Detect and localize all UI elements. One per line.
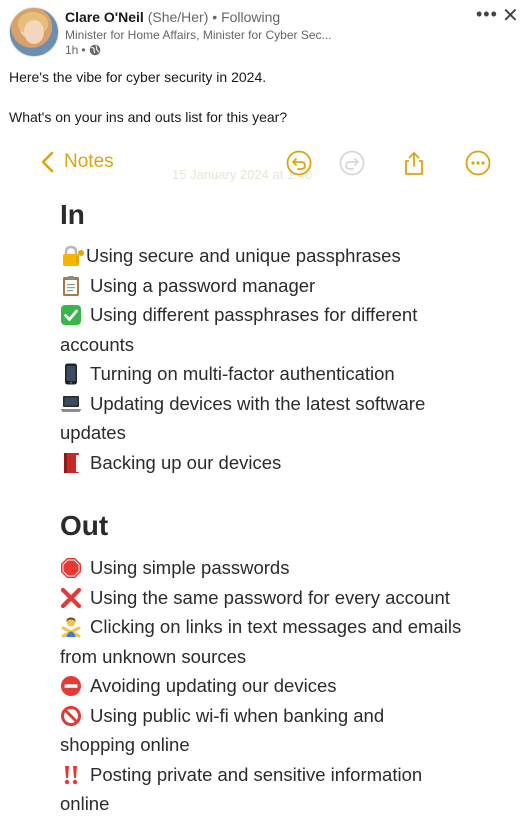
out-item (60, 705, 384, 727)
clipboard-icon (60, 275, 82, 297)
lock-key-icon (60, 245, 86, 267)
avatar[interactable] (9, 7, 59, 57)
out-item (60, 675, 337, 697)
out-item (60, 764, 422, 786)
in-item-text: updates (60, 422, 126, 443)
out-item-text: shopping online (60, 734, 190, 755)
in-item (60, 275, 315, 297)
globe-icon (89, 44, 101, 56)
cross-mark-icon (60, 587, 82, 609)
out-item-text: Using simple passwords (90, 557, 290, 578)
out-item-text: Avoiding updating our devices (90, 675, 337, 696)
in-item (60, 304, 417, 326)
notes-back-button (40, 151, 114, 173)
in-item-text: Turning on multi-factor authentication (90, 363, 395, 384)
out-item-continued (60, 793, 109, 815)
in-item-continued (60, 422, 126, 444)
close-icon[interactable]: ✕ (502, 5, 519, 27)
redo-icon (339, 150, 365, 176)
mobile-phone-icon (60, 363, 82, 385)
post-meta (65, 43, 101, 57)
notes-screenshot-image[interactable] (0, 137, 521, 835)
out-item-text: from unknown sources (60, 646, 247, 667)
notes-back-label: Notes (64, 151, 114, 172)
author-line (65, 9, 280, 25)
out-item-continued (60, 646, 246, 668)
stop-sign-icon (60, 557, 82, 579)
undo-icon (286, 150, 312, 176)
out-item-text: online (60, 793, 110, 814)
red-book-icon (60, 452, 82, 474)
double-exclamation-icon (60, 764, 82, 786)
in-item-text: Using different passphrases for different (90, 304, 418, 325)
chevron-left-icon (40, 151, 56, 173)
in-heading: In (60, 199, 85, 230)
out-item (60, 616, 461, 638)
separator-dot: • (81, 43, 86, 57)
in-item-text: Backing up our devices (90, 452, 282, 473)
in-item (60, 245, 401, 267)
post-header (0, 0, 521, 62)
post-text-line-2: What's on your ins and outs list for this year? (9, 109, 288, 125)
out-item-continued (60, 734, 190, 756)
in-item-text: Updating devices with the latest software (90, 393, 426, 414)
out-item (60, 587, 450, 609)
in-item (60, 452, 281, 474)
out-item-text: Using the same password for every account (90, 587, 450, 608)
in-item-text: Using secure and unique passphrases (86, 245, 401, 266)
in-item-text: Using a password manager (90, 275, 316, 296)
out-heading: Out (60, 510, 109, 541)
author-pronouns: (She/Her) (147, 9, 209, 25)
post-text-line-1: Here's the vibe for cyber security in 2024. (9, 69, 267, 85)
out-item-text: Clicking on links in text messages and emails (90, 616, 462, 637)
separator-dot: • (212, 9, 218, 25)
out-item (60, 557, 289, 579)
person-gesturing-no-icon (60, 616, 82, 638)
no-entry-icon (60, 675, 82, 697)
out-item-text: Posting private and sensitive information (90, 764, 423, 785)
author-subtitle: Minister for Home Affairs, Minister for Cyber Sec... (65, 28, 332, 42)
share-icon (401, 150, 427, 176)
more-options-icon (465, 150, 491, 176)
in-item (60, 393, 425, 415)
check-mark-icon (60, 304, 82, 326)
out-item-text: Using public wi-fi when banking and (90, 705, 385, 726)
follow-status[interactable]: Following (221, 9, 281, 25)
more-icon[interactable]: ••• (476, 4, 498, 24)
in-item (60, 363, 395, 385)
notes-faded-date: 15 January 2024 at 1:40 (172, 167, 313, 182)
laptop-icon (60, 393, 82, 415)
post-time: 1h (65, 43, 79, 57)
in-item-continued (60, 334, 134, 356)
author-name[interactable]: Clare O'Neil (65, 9, 144, 25)
prohibited-icon (60, 705, 82, 727)
in-item-text: accounts (60, 334, 135, 355)
